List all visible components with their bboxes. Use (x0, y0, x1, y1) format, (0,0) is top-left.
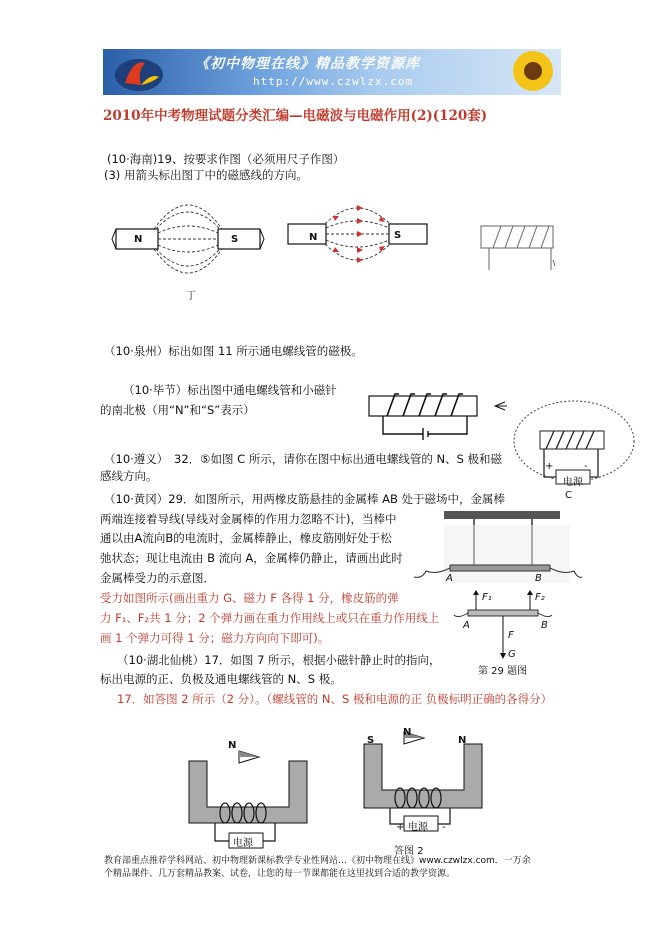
figure-c-plus: + (545, 461, 554, 472)
figure-ding-answer (285, 196, 435, 276)
fig29-label-b2: B (541, 620, 548, 631)
answer-xiantao: 17．如答图 2 所示（2 分）。（螺线管的 N、S 极和电源的正 负极标明正确的各得分） (117, 692, 553, 706)
figure-29-rod (410, 505, 580, 675)
fig7-needle-n: N (228, 740, 237, 751)
banner-url[interactable]: http://www.czwlzx.com (253, 75, 414, 88)
answer-magnet-s-label: S (394, 230, 402, 241)
ans2-caption: 答图 2 (394, 846, 424, 857)
fig29-label-b: B (535, 573, 542, 584)
footer-line1: 教育部重点推荐学科网站、初中物理新课标教学专业性网站…《初中物理在线》www.czwlzx.com．一万余 (104, 856, 531, 866)
answer-huanggang-line1: 受力如图所示(画出重力 G、磁力 F 各得 1 分，橡皮筋的弹 (100, 591, 399, 605)
document-title: 2010年中考物理试题分类汇编—电磁波与电磁作用(2)(120套) (103, 108, 488, 124)
fig29-label-a2: A (463, 620, 470, 631)
question-xiantao-line2: 标出电源的正、负极及通电螺线管的 N、S 极。 (100, 672, 342, 686)
fig29-label-a: A (446, 573, 453, 584)
banner-title: 《初中物理在线》精品教学资源库 (195, 56, 420, 72)
ans2-s-label: S (367, 735, 375, 746)
question-hainan-line2: (3) 用箭头标出图丁中的磁感线的方向。 (104, 168, 308, 182)
question-quanzhou: （10·泉州）标出如图 11 所示通电螺线管的磁极。 (104, 344, 363, 358)
question-huanggang-line2: 两端连接着导线(导线对金属棒的作用力忽略不计)，当棒中 (100, 512, 397, 526)
question-huanggang-line1: （10·黄冈）29．如图所示，用两橡皮筋悬挂的金属棒 AB 处于磁场中，金属棒 (104, 492, 505, 506)
question-zunyi-line2: 感线方向。 (100, 469, 158, 483)
question-huanggang-line5: 金属棒受力的示意图． (100, 571, 215, 585)
ans2-n-label: N (458, 735, 467, 746)
question-huanggang-line4: 弛状态；现让电流由 B 流向 A，金属棒仍静止，请画出此时 (100, 551, 403, 565)
magnet-n-label: N (134, 234, 143, 245)
question-zunyi-line1: （10·遵义） 32．⑤如图 C 所示，请你在图中标出通电螺线管的 N、S 极和磁 (104, 452, 503, 466)
fig29-label-f2: F₂ (535, 592, 545, 603)
figure-c-minus: - (584, 461, 588, 472)
question-huanggang-line3: 通以由A流向B的电流时，金属棒静止，橡皮筋刚好处于松 (100, 531, 392, 545)
figure-ding-magnets (108, 195, 268, 300)
sunflower-icon (503, 49, 561, 95)
figure-c-power-label: 电源 (563, 477, 583, 488)
footer-line2: 个精品课件、几万套精品教案、试卷，让您的每一节课都能在这里找到合适的教学资源。 (104, 869, 456, 879)
question-hainan-line1: (10·海南)19、按要求作图（必须用尺子作图） (107, 152, 345, 166)
answer-magnet-n-label: N (309, 232, 318, 243)
magnet-s-label: S (231, 234, 239, 245)
question-bijie-line1: （10·毕节）标出图中通电螺线管和小磁针 (123, 383, 337, 397)
figure-ding-caption: 丁 (186, 291, 196, 302)
bijie-solenoid-circuit (365, 386, 515, 446)
site-banner (103, 49, 561, 95)
ans2-needle-n: N (403, 727, 412, 738)
ans2-plus: + (396, 822, 405, 833)
fig29-label-f: F (508, 630, 514, 641)
question-bijie-line2: 的南北极（用“N”和“S”表示） (100, 403, 255, 417)
question-xiantao-line1: （10·湖北仙桃）17．如图 7 所示，根据小磁针静止时的指向， (117, 653, 441, 667)
logo-icon (111, 53, 171, 93)
answer-huanggang-line2: 力 F₁、F₂共 1 分；2 个弹力画在重力作用线上或只在重力作用线上 (100, 611, 440, 625)
ans2-power-label: 电源 (408, 822, 428, 833)
figure-c-caption: C (565, 490, 572, 501)
fig29-label-f1: F₁ (482, 592, 492, 603)
fig7-power-label: 电源 (233, 838, 253, 849)
fig29-label-g: G (508, 649, 516, 660)
figure-11-solenoid (475, 220, 565, 280)
ans2-minus: - (442, 822, 446, 833)
answer-huanggang-line3: 画 1 个弹力可得 1 分；磁力方向向下即可)。 (100, 631, 330, 645)
fig29-caption: 第 29 题图 (478, 666, 528, 677)
